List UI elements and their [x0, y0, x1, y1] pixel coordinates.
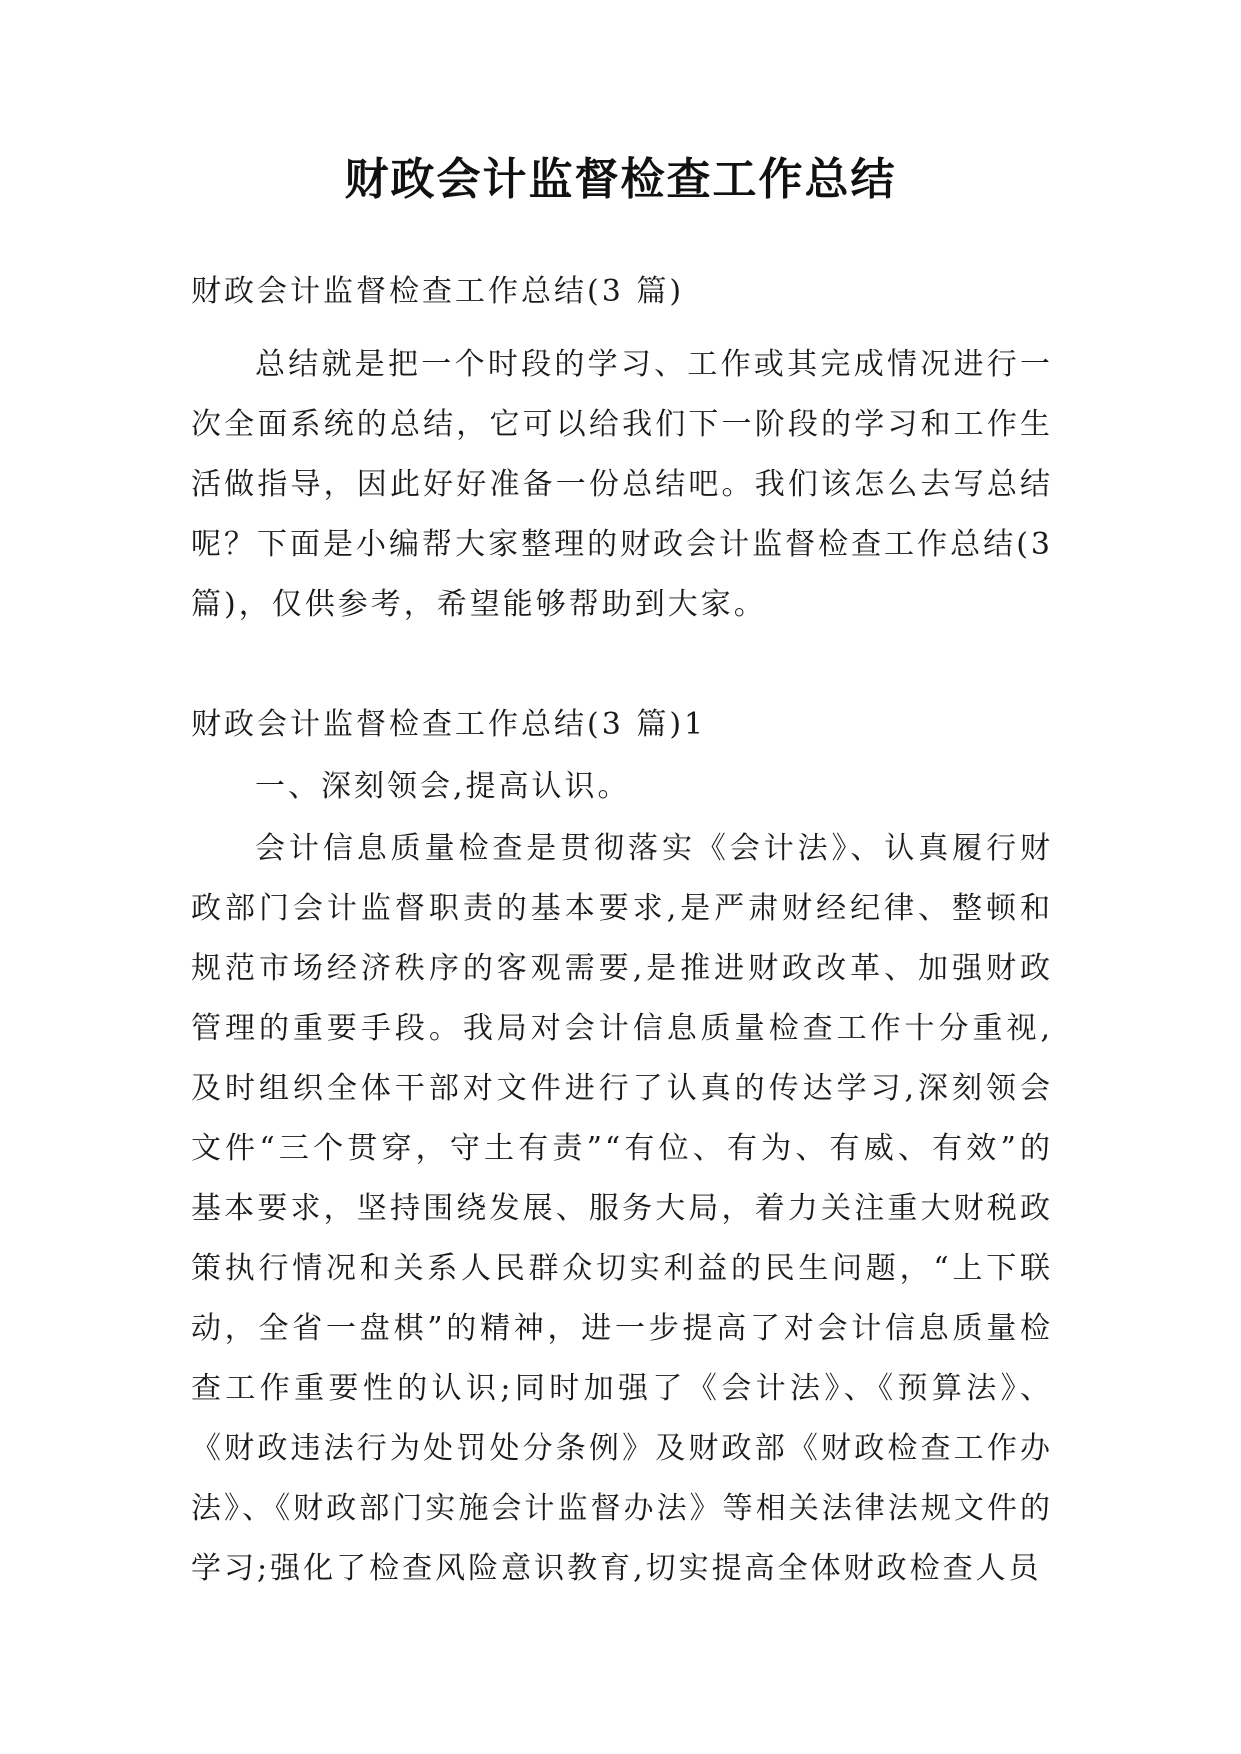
- section-title: 财政会计监督检查工作总结(3 篇)1: [191, 707, 707, 742]
- document-title: 财政会计监督检查工作总结: [344, 154, 897, 205]
- section-heading: 一、深刻领会,提高认识。: [255, 769, 631, 804]
- document-subtitle: 财政会计监督检查工作总结(3 篇): [191, 274, 685, 309]
- body-paragraph: 会计信息质量检查是贯彻落实《会计法》、认真履行财政部门会计监督职责的基本要求,是严肃财经纪律、整顿和规范市场经济秩序的客观需要,是推进财政改革、加强财政管理的重要手段。我局对会计信息质量检查工作十分重视,及时组织全体干部对文件进行了认真的传达学习,深刻领会文件“三个贯穿，守土有责”“有位、有为、有威、有效”的基本要求，坚持围绕发展、服务大局，着力关注重大财税政策执行情况和关系人民群众切实利益的民生问题，“上下联动，全省一盘棋”的精神，进一步提高了对会计信息质量检查工作重要性的认识;同时加强了《会计法》、《预算法》、《财政违法行为处罚处分条例》及财政部《财政检查工作办法》、《财政部门实施会计监督办法》等相关法律法规文件的学习;强化了检查风险意识教育,切实提高全体财政检查人员: [191, 831, 1053, 1586]
- intro-paragraph: 总结就是把一个时段的学习、工作或其完成情况进行一次全面系统的总结，它可以给我们下一阶段的学习和工作生活做指导，因此好好准备一份总结吧。我们该怎么去写总结呢？下面是小编帮大家整理的财政会计监督检查工作总结(3篇)，仅供参考，希望能够帮助到大家。: [191, 347, 1053, 622]
